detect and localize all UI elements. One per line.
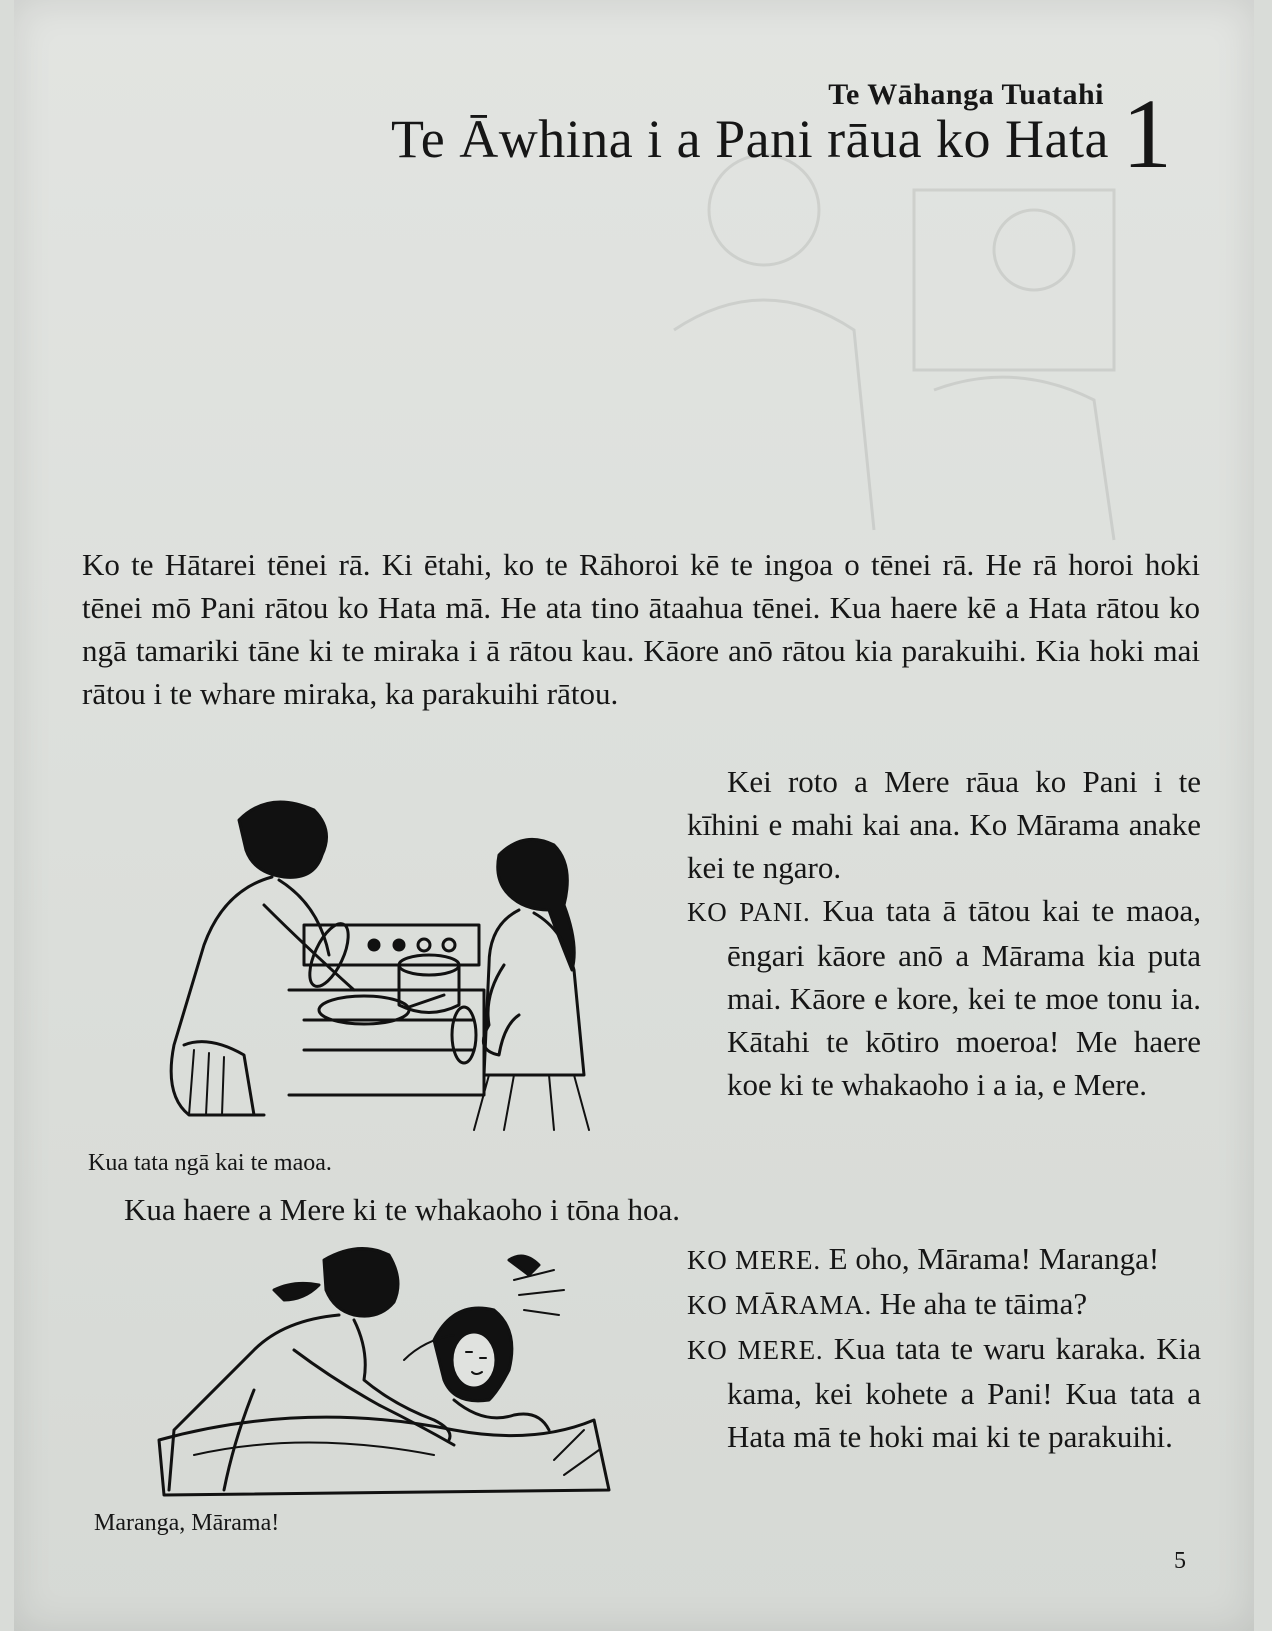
speech-text: Kua tata ā tātou kai te maoa, ēngari kāore anō a Mārama kia puta mai. Kāore e kore, kei te moe tonu ia. Kātahi te kōtiro moeroa! Me haere koe ki te whakaoho i a ia, e Mere. xyxy=(727,893,1201,1102)
intro-text: Ko te Hātarei tēnei rā. Ki ētahi, ko te Rāhoroi kē te ingoa o tēnei rā. He rā horoi hoki tēnei mō Pani rātou ko Hata mā. He ata tino ātaahua tēnei. Kua haere kē a Hata rātou ko ngā tamariki tāne ki te miraka i ā rātou kau. Kāore anō rātou kia parakuihi. Kia hoki mai rātou i te whare miraka, ka parakuihi rātou. xyxy=(82,547,1200,711)
speech-text: Kua tata te waru karaka. Kia kama, kei kohete a Pani! Kua tata a Hata mā te hoki mai ki te parakuihi. xyxy=(727,1331,1202,1454)
bedroom-caption: Maranga, Mārama! xyxy=(94,1510,280,1536)
book-page xyxy=(14,0,1254,1631)
chapter-title: Te Āwhina i a Pani rāua ko Hata xyxy=(391,109,1109,169)
mid-sentence: Kua haere a Mere ki te whakaoho i tōna hoa. xyxy=(124,1192,681,1227)
speaker-label: KO MERE. xyxy=(687,1335,824,1365)
bedroom-illustration xyxy=(154,1240,614,1510)
speech-text: E oho, Mārama! Maranga! xyxy=(828,1241,1160,1276)
kitchen-caption: Kua tata ngā kai te maoa. xyxy=(88,1150,332,1176)
dialogue-line xyxy=(687,1237,1201,1282)
chapter-number: 1 xyxy=(1122,78,1172,189)
right-column xyxy=(687,760,1201,1106)
pani-speech xyxy=(687,889,1201,1106)
page-number: 5 xyxy=(1174,1548,1186,1574)
kitchen-illustration xyxy=(154,795,619,1135)
dialogue-line xyxy=(687,1327,1201,1458)
speech-text: He aha te tāima? xyxy=(879,1286,1088,1321)
section-label: Te Wāhanga Tuatahi xyxy=(828,78,1104,111)
speaker-label: KO PANI. xyxy=(687,897,811,927)
show-through-illustration xyxy=(614,130,1174,550)
intro-paragraph xyxy=(82,543,1200,715)
speaker-label: KO MERE. xyxy=(687,1245,821,1275)
dialogue-column xyxy=(687,1237,1201,1458)
narration-paragraph: Kei roto a Mere rāua ko Pani i te kīhini e mahi kai ana. Ko Mārama anake kei te ngaro. xyxy=(687,764,1201,885)
speaker-label: KO MĀRAMA. xyxy=(687,1290,873,1320)
dialogue-line xyxy=(687,1282,1201,1327)
